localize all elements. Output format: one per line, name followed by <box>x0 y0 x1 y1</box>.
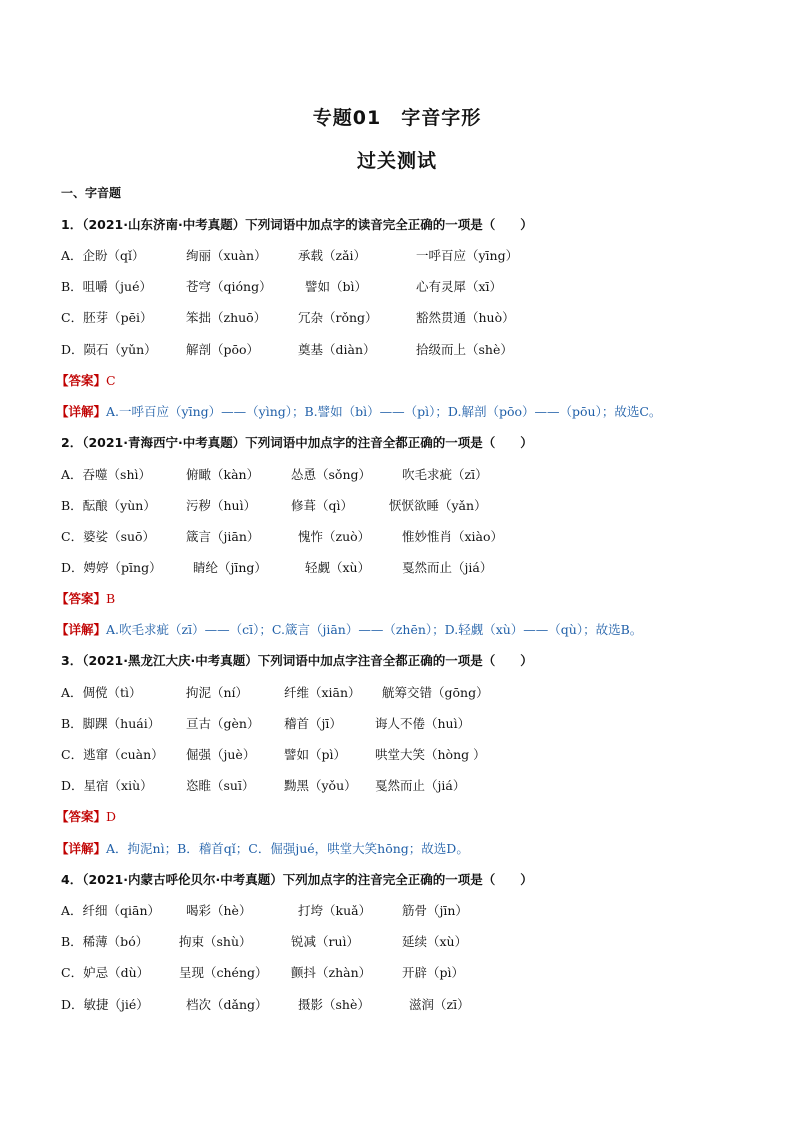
answer-tag: 【答案】 <box>56 809 107 824</box>
q2-answer <box>56 591 115 607</box>
q4-option-c-2: 呈现（chéng） <box>179 965 268 980</box>
q1-option-c-1: C．胚芽（pēi） <box>61 310 153 325</box>
q4-option-a-1: A．纤细（qiān） <box>61 903 161 918</box>
page-title: 专题01 字音字形 <box>312 107 482 129</box>
detail-tag: 【详解】 <box>56 622 107 637</box>
q1-option-d-1: D．陨石（yǔn） <box>61 342 157 357</box>
q4-option-d-2: 档次（dǎng） <box>186 997 268 1012</box>
q1-detail <box>56 404 661 420</box>
q1-option-d-4: 拾级而上（shè） <box>416 342 513 357</box>
q4-option-a-3: 打垮（kuǎ） <box>298 903 372 918</box>
q4-option-d-3: 摄影（shè） <box>298 997 370 1012</box>
answer-value: C <box>106 373 116 388</box>
section-heading: 一、字音题 <box>61 186 122 200</box>
q3-option-a-2: 拘泥（ní） <box>186 685 249 700</box>
detail-text: A．拘泥nì；B．稽首qǐ；C．倔强jué，哄堂大笑hōng；故选D。 <box>106 841 469 856</box>
q4-option-a-2: 喝彩（hè） <box>186 903 252 918</box>
question-1-stem: 1．（2021·山东济南·中考真题）下列词语中加点字的读音完全正确的一项是（ ） <box>61 217 533 232</box>
q4-option-d-1: D．敏捷（jié） <box>61 997 149 1012</box>
q2-option-c-2: 箴言（jiān） <box>186 529 260 544</box>
q4-option-d-4: 滋润（zī） <box>409 997 470 1012</box>
q2-option-a-4: 吹毛求疵（zī） <box>402 467 488 482</box>
q3-option-b-2: 亘古（gèn） <box>186 716 260 731</box>
q1-option-b-3: 譬如（bì） <box>305 279 367 294</box>
q2-option-a-1: A．吞噬（shì） <box>61 467 151 482</box>
detail-tag: 【详解】 <box>56 841 107 856</box>
answer-tag: 【答案】 <box>56 591 107 606</box>
detail-text: A.吹毛求疵（zī）——（cī）；C.箴言（jiān）——（zhēn）；D.轻觑（xù）——（qù）；故选B。 <box>106 622 643 637</box>
q2-option-d-4: 戛然而止（jiá） <box>402 560 493 575</box>
question-3-stem: 3．（2021·黑龙江大庆·中考真题）下列词语中加点字注音全都正确的一项是（ ） <box>61 653 533 668</box>
q2-detail <box>56 622 642 638</box>
q4-option-c-4: 开辟（pì） <box>402 965 464 980</box>
q1-answer <box>56 373 116 389</box>
q3-option-a-3: 纤维（xiān） <box>284 685 361 700</box>
q4-option-a-4: 筋骨（jīn） <box>402 903 468 918</box>
q1-option-a-2: 绚丽（xuàn） <box>186 248 267 263</box>
q2-option-c-4: 惟妙惟肖（xiào） <box>402 529 504 544</box>
q3-option-a-1: A．倜傥（tì） <box>61 685 142 700</box>
q2-option-c-3: 愧怍（zuò） <box>298 529 371 544</box>
q2-option-d-1: D．娉婷（pīng） <box>61 560 162 575</box>
q1-option-c-3: 冗杂（rǒng） <box>298 310 378 325</box>
q2-option-b-4: 恹恹欲睡（yǎn） <box>389 498 487 513</box>
q4-option-b-4: 延续（xù） <box>402 934 468 949</box>
q4-option-b-2: 拘束（shù） <box>179 934 252 949</box>
q2-option-b-3: 修葺（qì） <box>291 498 353 513</box>
q1-option-a-3: 承载（zǎi） <box>298 248 367 263</box>
q4-option-b-1: B．稀薄（bó） <box>61 934 149 949</box>
q3-option-d-2: 恣睢（suī） <box>186 778 255 793</box>
q2-option-a-3: 怂恿（sǒng） <box>291 467 371 482</box>
answer-value: D <box>106 809 117 824</box>
q3-option-c-1: C．逃窜（cuàn） <box>61 747 164 762</box>
q1-option-d-3: 奠基（diàn） <box>298 342 376 357</box>
q3-option-b-1: B．脚踝（huái） <box>61 716 161 731</box>
q2-option-b-2: 污秽（huì） <box>186 498 257 513</box>
q1-option-d-2: 解剖（pōo） <box>186 342 260 357</box>
q3-option-c-4: 哄堂大笑（hòng ） <box>375 747 486 762</box>
question-2-stem: 2．（2021·青海西宁·中考真题）下列词语中加点字的注音全都正确的一项是（ ） <box>61 435 533 450</box>
q1-option-b-2: 苍穹（qióng） <box>186 279 272 294</box>
q1-option-b-4: 心有灵犀（xī） <box>416 279 503 294</box>
q3-option-c-2: 倔强（juè） <box>186 747 256 762</box>
q3-option-d-4: 戛然而止（jiá） <box>375 778 466 793</box>
q1-option-b-1: B．咀嚼（jué） <box>61 279 153 294</box>
q3-option-b-4: 诲人不倦（huì） <box>375 716 471 731</box>
question-4-stem: 4．（2021·内蒙古呼伦贝尔·中考真题）下列加点字的注音完全正确的一项是（ ） <box>61 872 533 887</box>
q1-option-c-4: 豁然贯通（huò） <box>416 310 515 325</box>
q3-option-d-1: D．星宿（xiù） <box>61 778 153 793</box>
q3-option-a-4: 觥筹交错（gōng） <box>382 685 489 700</box>
q2-option-d-2: 睛纶（jīng） <box>193 560 267 575</box>
q2-option-b-1: B．酝酿（yùn） <box>61 498 156 513</box>
answer-tag: 【答案】 <box>56 373 107 388</box>
detail-tag: 【详解】 <box>56 404 107 419</box>
q3-detail <box>56 841 469 857</box>
q2-option-a-2: 俯瞰（kàn） <box>186 467 260 482</box>
q3-answer <box>56 809 116 825</box>
detail-text: A.一呼百应（yīng）——（yìng）；B.譬如（bì）——（pì）；D.解剖（pōo）——（pōu）；故选C。 <box>106 404 662 419</box>
answer-value: B <box>106 591 116 606</box>
q2-option-d-3: 轻觑（xù） <box>305 560 371 575</box>
q3-option-c-3: 譬如（pì） <box>284 747 346 762</box>
q4-option-c-1: C．妒忌（dù） <box>61 965 150 980</box>
q4-option-c-3: 颤抖（zhàn） <box>291 965 372 980</box>
q1-option-a-4: 一呼百应（yīng） <box>416 248 519 263</box>
q1-option-a-1: A．企盼（qǐ） <box>61 248 145 263</box>
q3-option-b-3: 稽首（jī） <box>284 716 342 731</box>
q1-option-c-2: 笨拙（zhuō） <box>186 310 267 325</box>
q3-option-d-3: 黝黑（yǒu） <box>284 778 357 793</box>
page-subtitle: 过关测试 <box>356 150 437 172</box>
q2-option-c-1: C．婆娑（suō） <box>61 529 156 544</box>
q4-option-b-3: 锐减（ruì） <box>291 934 360 949</box>
